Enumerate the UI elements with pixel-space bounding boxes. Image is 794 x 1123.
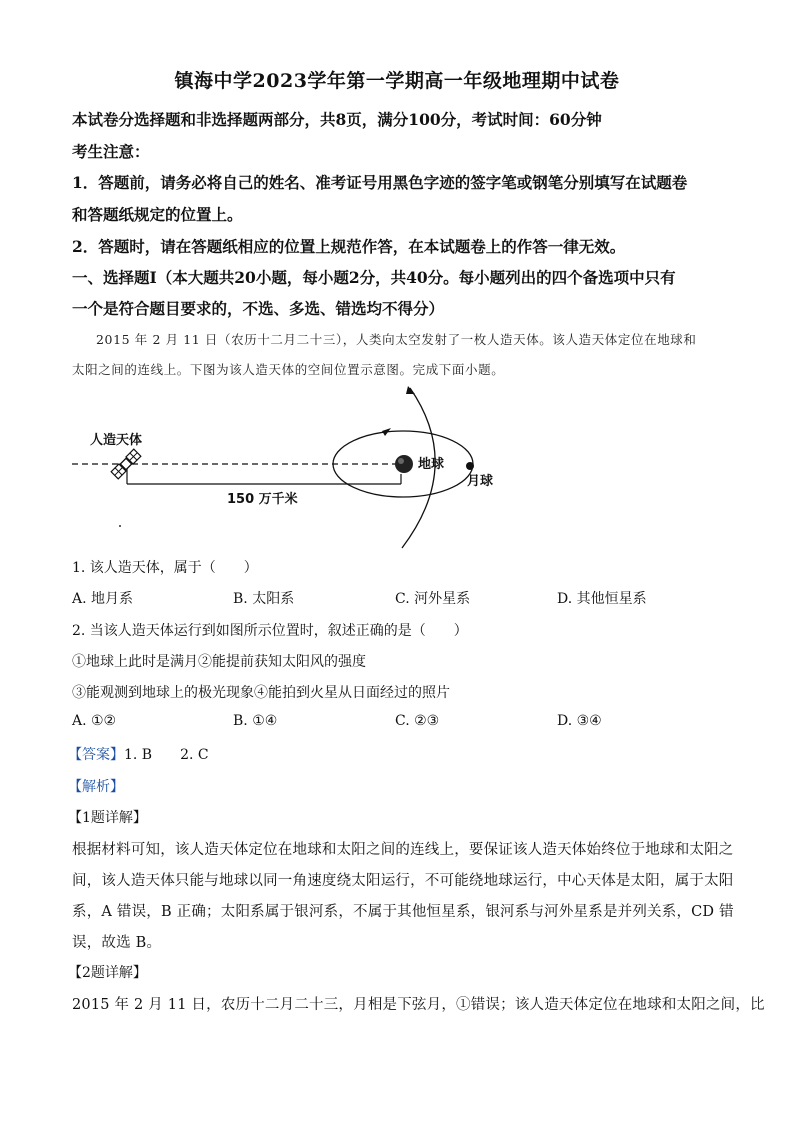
distance-label: 150 万千米 xyxy=(227,492,298,507)
q1-option-b: B. 太阳系 xyxy=(233,591,295,607)
answer-tag: 【答案】 xyxy=(68,747,124,763)
page-title: 镇海中学2023学年第一学期高一年级地理期中试卷 xyxy=(174,70,620,92)
section-heading-cont: 一个是符合题目要求的，不选、多选、错选均不得分） xyxy=(72,299,445,318)
q2-statements-1: ①地球上此时是满月②能提前获知太阳风的强度 xyxy=(72,654,366,670)
satellite-position-diagram xyxy=(72,386,532,551)
q1-option-a: A. 地月系 xyxy=(72,591,134,607)
q1-option-c: C. 河外星系 xyxy=(395,591,471,607)
detail-1-line: 间，该人造天体只能与地球以同一角速度绕太阳运行，不可能绕地球运行，中心天体是太阳，属于太阳 xyxy=(72,873,734,889)
question-1-stem: 1. 该人造天体，属于（ ） xyxy=(72,560,258,576)
notice-heading: 考生注意： xyxy=(72,142,150,161)
answer-text: 1. B 2. C xyxy=(124,747,209,763)
detail-1-line: 系，A 错误，B 正确；太阳系属于银河系，不属于其他恒星系，银河系与河外星系是并列关系，CD 错 xyxy=(72,904,734,920)
notice-item-1-cont: 和答题纸规定的位置上。 xyxy=(72,205,243,224)
exam-intro: 本试卷分选择题和非选择题两部分，共8页，满分100分，考试时间：60分钟 xyxy=(72,110,602,129)
q2-option-b: B. ①④ xyxy=(233,713,278,729)
orbit-arrow-icon xyxy=(406,386,415,394)
q2-option-d: D. ③④ xyxy=(557,713,602,729)
detail-1-line: 误，故选 B。 xyxy=(72,935,162,951)
detail-2-heading: 【2题详解】 xyxy=(68,965,147,981)
moon-label: 月球 xyxy=(467,474,494,489)
section-heading: 一、选择题Ⅰ（本大题共20小题，每小题2分，共40分。每小题列出的四个备选项中只有 xyxy=(72,268,676,287)
earth-icon xyxy=(395,455,413,473)
notice-item-2: 2．答题时，请在答题纸相应的位置上规范作答，在本试题卷上的作答一律无效。 xyxy=(72,237,626,256)
answer-line xyxy=(68,744,209,764)
q1-option-d: D. 其他恒星系 xyxy=(557,591,647,607)
satellite-label: 人造天体 xyxy=(90,433,143,448)
question-2-stem: 2. 当该人造天体运行到如图所示位置时，叙述正确的是（ ） xyxy=(72,623,468,639)
analysis-tag: 【解析】 xyxy=(68,779,124,795)
detail-1-line: 根据材料可知，该人造天体定位在地球和太阳之间的连线上，要保证该人造天体始终位于地球和太阳之 xyxy=(72,842,734,858)
q2-option-a: A. ①② xyxy=(72,713,117,729)
moon-icon xyxy=(466,462,474,470)
q2-option-c: C. ②③ xyxy=(395,713,440,729)
material-text-cont: 太阳之间的连线上。下图为该人造天体的空间位置示意图。完成下面小题。 xyxy=(72,362,505,377)
earth-label: 地球 xyxy=(418,457,445,472)
material-text: 2015 年 2 月 11 日（农历十二月二十三），人类向太空发射了一枚人造天体。该人造天体定位在地球和 xyxy=(96,332,697,347)
q2-statements-2: ③能观测到地球上的极光现象④能拍到火星从日面经过的照片 xyxy=(72,685,450,701)
detail-2-line: 2015 年 2 月 11 日，农历十二月二十三，月相是下弦月，①错误；该人造天体定位在地球和太阳之间，比 xyxy=(72,997,765,1013)
notice-item-1: 1．答题前，请务必将自己的姓名、准考证号用黑色字迹的签字笔或钢笔分别填写在试题卷 xyxy=(72,173,688,192)
detail-1-heading: 【1题详解】 xyxy=(68,810,147,826)
